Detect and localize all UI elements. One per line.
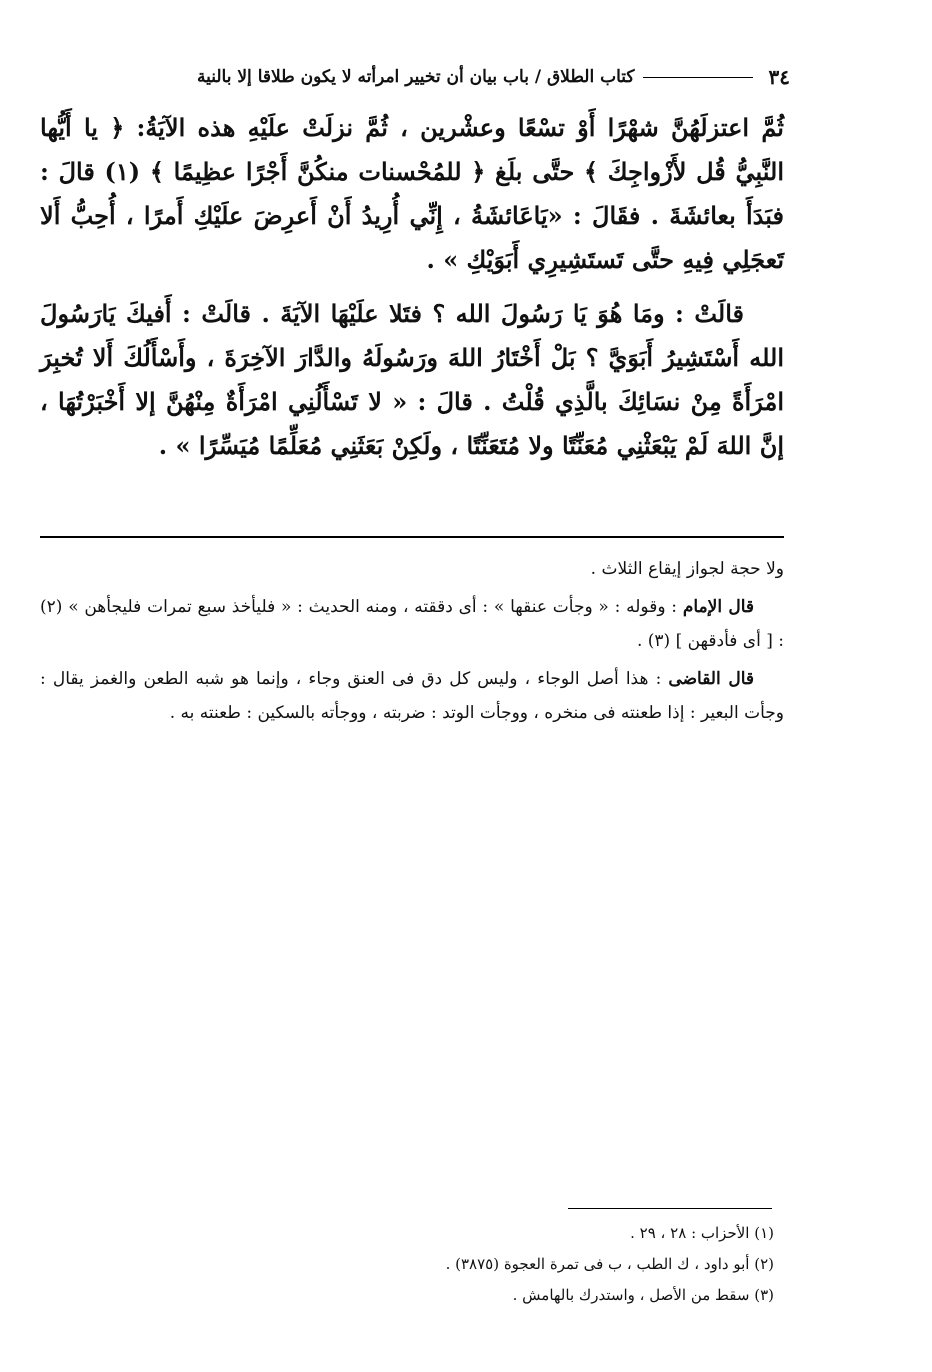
qadi-label: قال القاضى	[668, 669, 754, 689]
hadith-paragraph-1: ثُمَّ اعتزلَهُنَّ شهْرًا أَوْ تسْعًا وعشْرين ، ثُمَّ نزلَتْ علَيْهِ هذه الآيَةُ: ﴿ يا أَيُّها النَّبِيُّ قُل لأَزْواجِكَ ﴾ حتَّى بلَغ ﴿ للمُحْسنات منكُنَّ أَجْرًا عظِيمًا ﴾ (١) قالَ : فبَدَأَ بعائشَةَ . فقَالَ : «يَاعَائشَةُ ، إِنِّي أُرِيدُ أَنْ أَعرِضَ علَيْكِ أَمرًا ، أُحِبُّ أَلا تَعجَلِي فِيهِ حتَّى تَستَشِيرِي أَبَوَيْكِ » .	[40, 113, 784, 274]
commentary	[40, 552, 784, 734]
section-divider	[40, 536, 784, 538]
footnote-rule	[568, 1208, 772, 1209]
commentary-paragraph-3	[40, 662, 784, 730]
footnote-1: (١) الأحزاب : ٢٨ ، ٢٩ .	[630, 1224, 774, 1242]
imam-label: قال الإمام	[682, 597, 755, 617]
running-header	[30, 60, 790, 94]
hadith-paragraph-2: قالَتْ : ومَا هُوَ يَا رَسُولَ الله ؟ فتَلا علَيْهَا الآيَةَ . قالَتْ : أَفيكَ يَارَسُولَ الله أَسْتَشِيرُ أَبَوَيَّ ؟ بَلْ أَخْتَارُ اللهَ ورَسُولَهُ والدَّارَ الآخِرَةَ ، وأَسْأَلُكَ أَلا تُخبِرَ امْرَأَةً مِنْ نسَائِكَ بالَّذِي قُلْتُ . قالَ : « لا تَسْأَلُنِي امْرَأَةٌ مِنْهُنَّ إلا أَخْبَرْتُهَا ، إنَّ اللهَ لَمْ يَبْعَثْنِي مُعَنِّتًا ولا مُتَعَنِّتًا ، ولَكِنْ بَعَثَنِي مُعَلِّمًا مُيَسِّرًا » .	[40, 299, 784, 460]
imam-text: : وقوله : « وجأت عنقها » : أى دققته ، ومنه الحديث : « فليأخذ سبع تمرات فليجأهن » (٢) : [ أى فأدقهن ] (٣) .	[40, 597, 784, 651]
footnotes	[300, 1218, 774, 1311]
commentary-paragraph-2	[40, 590, 784, 658]
hadith-text	[40, 106, 784, 468]
footnote-3: (٣) سقط من الأصل ، واستدرك بالهامش .	[512, 1286, 774, 1304]
page-number: ٣٤	[768, 65, 790, 89]
qadi-text: : هذا أصل الوجاء ، وليس كل دق فى العنق وجاء ، وإنما هو شبه الطعن والغمز يقال : وجأت البعير : إذا طعنته فى منخره ، ووجأت الوتد : ضربته ، ووجأته بالسكين : طعنته به .	[40, 669, 784, 723]
footnote-2: (٢) أبو داود ، ك الطب ، ب فى تمرة العجوة (٣٨٧٥) .	[445, 1255, 774, 1273]
header-rule	[643, 77, 753, 78]
header-title: كتاب الطلاق / باب بيان أن تخيير امرأته لا يكون طلاقا إلا بالنية	[196, 67, 635, 87]
commentary-paragraph-1: ولا حجة لجواز إيقاع الثلاث .	[590, 559, 784, 579]
